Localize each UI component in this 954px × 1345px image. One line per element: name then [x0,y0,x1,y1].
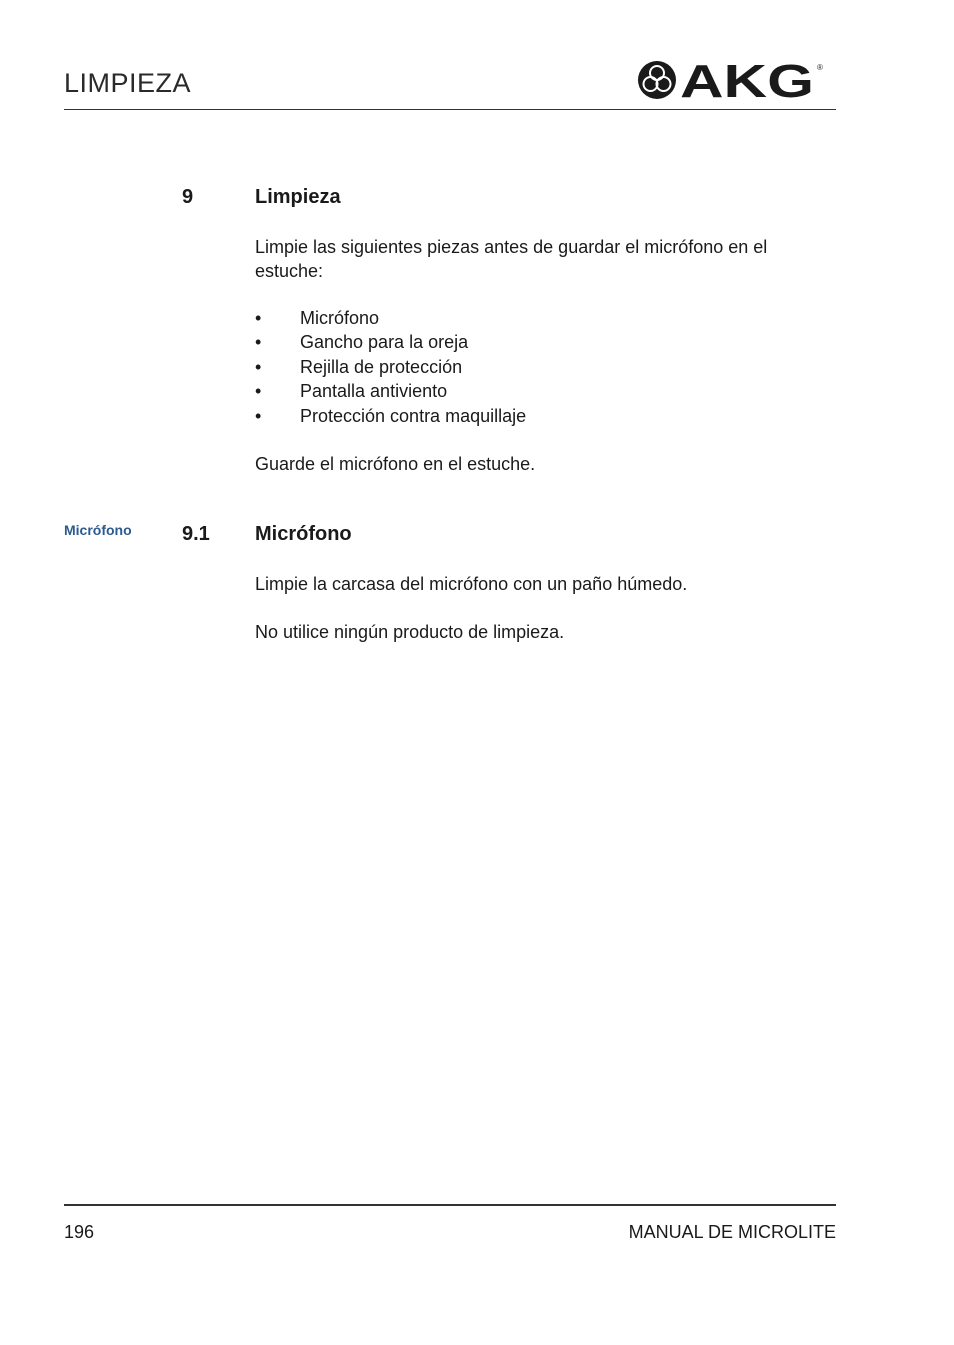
section-number: 9 [182,186,194,208]
bullet: • [255,405,262,426]
logo-wordmark: AKG [680,58,814,102]
page-number: 196 [64,1222,95,1242]
header-title: LIMPIEZA [64,68,192,98]
footer-rule [64,1204,836,1206]
list-item: • Protección contra maquillaje [255,404,526,428]
list-item: • Rejilla de protección [255,355,526,379]
subsection-title: Micrófono [255,523,352,545]
list-item: • Pantalla antiviento [255,379,526,403]
registered-mark: ® [817,63,823,72]
bullet: • [255,308,262,328]
cleaning-parts-list [255,306,526,428]
subsection-para-1: Limpie la carcasa del micrófono con un paño húmedo. [255,574,688,594]
section-title: Limpieza [255,186,341,208]
akg-emblem-icon [638,61,676,99]
subsection-number: 9.1 [182,523,210,545]
list-item: • Micrófono [255,306,526,330]
bullet: • [255,332,262,353]
margin-note: Micrófono [64,522,132,538]
subsection-para-2: No utilice ningún producto de limpieza. [255,622,565,642]
akg-logo [636,58,832,102]
header-rule [64,109,836,110]
manual-name: MANUAL DE MICROLITE [628,1222,836,1242]
section-intro: Limpie las siguientes piezas antes de guardar el micrófono en el estuche: [255,237,768,281]
bullet: • [255,356,262,377]
section-closing: Guarde el micrófono en el estuche. [255,454,536,474]
bullet: • [255,381,262,402]
list-item: • Gancho para la oreja [255,330,526,354]
